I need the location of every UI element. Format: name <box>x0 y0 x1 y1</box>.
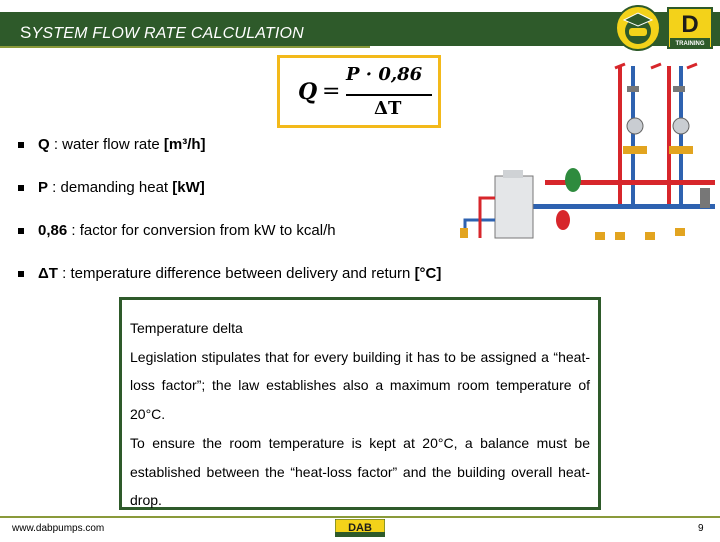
temperature-delta-box <box>119 297 601 510</box>
bullet-item: Q : water flow rate [m³/h] <box>18 136 206 153</box>
bullet-marker <box>18 185 24 191</box>
logo-letter: D <box>681 11 699 38</box>
bullet-marker <box>18 228 24 234</box>
info-paragraph-2: To ensure the room temperature is kept at 20°C, a balance must be established between the “heat-loss factor” and the building overall heat-drop. <box>130 434 590 509</box>
dab-footer-logo <box>335 519 385 537</box>
formula-numerator: P · 0,86 <box>346 64 423 85</box>
formula-q: Q <box>298 79 318 105</box>
info-paragraph-1: Legislation stipulates that for every building it has to be assigned a “heat-loss factor”; the law establishes also a maximum room temperature of 20°C. <box>130 348 590 423</box>
page-number: 9 <box>698 523 704 534</box>
bullet-marker <box>18 271 24 277</box>
info-heading: Temperature delta <box>130 320 243 336</box>
heating-system-diagram <box>455 58 720 248</box>
bullet-item: 0,86 : factor for conversion from kW to kcal/h <box>18 222 336 239</box>
footer-divider <box>0 516 720 518</box>
bullet-item: ΔT : temperature difference between delivery and return [°C] <box>18 265 441 282</box>
footer-url[interactable]: www.dabpumps.com <box>12 523 105 534</box>
page-title: SYSTEM FLOW RATE CALCULATION <box>20 23 304 42</box>
bullet-marker <box>18 142 24 148</box>
bullet-item: P : demanding heat [kW] <box>18 179 205 196</box>
header-underline <box>0 46 370 48</box>
footer-logo-text: DAB <box>348 522 372 534</box>
logo-sub: TRAINING <box>675 41 705 47</box>
formula-box <box>277 55 441 128</box>
formula-equals: = <box>322 79 341 104</box>
info-text <box>130 314 590 515</box>
dab-training-logo <box>612 4 716 52</box>
formula-denominator: ΔT <box>374 98 402 119</box>
formula-fraction-bar <box>346 94 432 96</box>
